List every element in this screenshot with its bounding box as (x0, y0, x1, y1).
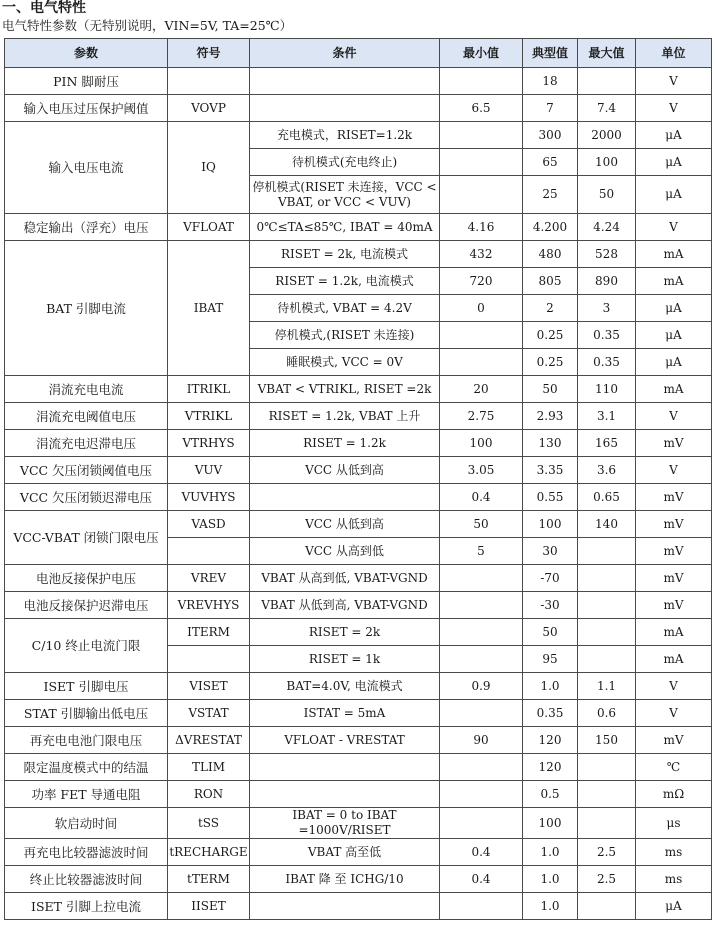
symbol-cell: tRECHARGE (168, 839, 250, 866)
symbol-cell: ITRIKL (168, 376, 250, 403)
min-cell: 4.16 (440, 214, 523, 241)
min-cell: 0.4 (440, 484, 523, 511)
max-cell (578, 68, 636, 95)
min-cell (440, 808, 523, 839)
max-cell (578, 808, 636, 839)
max-cell: 528 (578, 241, 636, 268)
max-cell (578, 592, 636, 619)
table-row (5, 122, 712, 149)
param-cell: 电池反接保护迟滞电压 (5, 592, 168, 619)
param-cell: 限定温度模式中的结温 (5, 754, 168, 781)
condition-cell: ISTAT = 5mA (250, 700, 440, 727)
unit-cell: mA (636, 241, 712, 268)
condition-cell: VCC 从高到低 (250, 538, 440, 565)
symbol-cell: ITERM (168, 619, 250, 646)
symbol-cell: VFLOAT (168, 214, 250, 241)
min-cell (440, 754, 523, 781)
typ-cell: 65 (523, 149, 578, 176)
min-cell (440, 68, 523, 95)
unit-cell: μA (636, 322, 712, 349)
column-header-min: 最小值 (440, 39, 523, 68)
max-cell: 0.65 (578, 484, 636, 511)
symbol-cell: VTRIKL (168, 403, 250, 430)
unit-cell: V (636, 68, 712, 95)
min-cell: 2.75 (440, 403, 523, 430)
unit-cell: μs (636, 808, 712, 839)
table-row (5, 457, 712, 484)
condition-cell: 睡眠模式, VCC = 0V (250, 349, 440, 376)
unit-cell: mV (636, 430, 712, 457)
param-cell: 再充电比较器滤波时间 (5, 839, 168, 866)
symbol-cell (168, 538, 250, 565)
symbol-cell: VUV (168, 457, 250, 484)
condition-cell: 0℃≤TA≤85℃, IBAT = 40mA (250, 214, 440, 241)
typ-cell: 0.25 (523, 322, 578, 349)
symbol-cell: TLIM (168, 754, 250, 781)
param-cell: BAT 引脚电流 (5, 241, 168, 376)
table-row (5, 511, 712, 538)
unit-cell: mA (636, 619, 712, 646)
max-cell: 0.6 (578, 700, 636, 727)
param-cell: 稳定输出（浮充）电压 (5, 214, 168, 241)
max-cell: 0.35 (578, 322, 636, 349)
max-cell: 2.5 (578, 839, 636, 866)
param-cell: 再充电电池门限电压 (5, 727, 168, 754)
symbol-cell (168, 646, 250, 673)
symbol-cell: VREV (168, 565, 250, 592)
max-cell (578, 781, 636, 808)
max-cell: 2000 (578, 122, 636, 149)
table-row (5, 700, 712, 727)
condition-cell: VCC 从低到高 (250, 511, 440, 538)
unit-cell: mA (636, 646, 712, 673)
condition-cell: VCC 从低到高 (250, 457, 440, 484)
min-cell (440, 122, 523, 149)
typ-cell: 50 (523, 619, 578, 646)
typ-cell: 95 (523, 646, 578, 673)
condition-cell: 停机模式(RISET 未连接，VCC < VBAT, or VCC < VUV) (250, 176, 440, 214)
min-cell (440, 700, 523, 727)
unit-cell: V (636, 457, 712, 484)
param-cell: VCC 欠压闭锁阈值电压 (5, 457, 168, 484)
condition-cell: BAT=4.0V, 电流模式 (250, 673, 440, 700)
min-cell (440, 322, 523, 349)
condition-cell: VBAT 从低到高, VBAT-VGND (250, 592, 440, 619)
param-cell: PIN 脚耐压 (5, 68, 168, 95)
unit-cell: μA (636, 893, 712, 920)
table-row (5, 430, 712, 457)
condition-cell: RISET = 1.2k (250, 430, 440, 457)
min-cell: 100 (440, 430, 523, 457)
symbol-cell: VREVHYS (168, 592, 250, 619)
param-cell: ISET 引脚电压 (5, 673, 168, 700)
unit-cell: μA (636, 122, 712, 149)
symbol-cell: VTRHYS (168, 430, 250, 457)
column-header-unit: 单位 (636, 39, 712, 68)
typ-cell: 3.35 (523, 457, 578, 484)
max-cell: 165 (578, 430, 636, 457)
typ-cell: 100 (523, 808, 578, 839)
min-cell: 0 (440, 295, 523, 322)
section-title: 一、电气特性 (2, 0, 86, 16)
condition-cell (250, 781, 440, 808)
max-cell: 140 (578, 511, 636, 538)
param-cell: 功率 FET 导通电阻 (5, 781, 168, 808)
column-header-param: 参数 (5, 39, 168, 68)
unit-cell: μA (636, 176, 712, 214)
symbol-cell: IQ (168, 122, 250, 214)
unit-cell: ms (636, 839, 712, 866)
max-cell: 1.1 (578, 673, 636, 700)
param-cell: 涓流充电迟滞电压 (5, 430, 168, 457)
symbol-cell: tTERM (168, 866, 250, 893)
param-cell: VCC 欠压闭锁迟滞电压 (5, 484, 168, 511)
typ-cell: 480 (523, 241, 578, 268)
max-cell (578, 646, 636, 673)
condition-cell: 停机模式,(RISET 未连接) (250, 322, 440, 349)
condition-cell (250, 68, 440, 95)
symbol-cell: VISET (168, 673, 250, 700)
typ-cell: 50 (523, 376, 578, 403)
symbol-cell: ΔVRESTAT (168, 727, 250, 754)
electrical-characteristics-table (4, 38, 712, 920)
table-row (5, 68, 712, 95)
table-row (5, 403, 712, 430)
typ-cell: 2.93 (523, 403, 578, 430)
symbol-cell: tSS (168, 808, 250, 839)
typ-cell: 1.0 (523, 866, 578, 893)
min-cell (440, 781, 523, 808)
typ-cell: 0.35 (523, 700, 578, 727)
table-caption: 电气特性参数（无特别说明，VIN=5V, TA=25℃） (2, 18, 293, 33)
unit-cell: mV (636, 565, 712, 592)
typ-cell: 1.0 (523, 673, 578, 700)
condition-cell (250, 754, 440, 781)
param-cell: 电池反接保护电压 (5, 565, 168, 592)
table-row (5, 866, 712, 893)
min-cell: 0.9 (440, 673, 523, 700)
min-cell: 3.05 (440, 457, 523, 484)
min-cell: 50 (440, 511, 523, 538)
param-cell: 涓流充电电流 (5, 376, 168, 403)
table-row (5, 754, 712, 781)
max-cell: 0.35 (578, 349, 636, 376)
unit-cell: V (636, 214, 712, 241)
symbol-cell: VUVHYS (168, 484, 250, 511)
typ-cell: 7 (523, 95, 578, 122)
table-row (5, 673, 712, 700)
unit-cell: mV (636, 484, 712, 511)
unit-cell: V (636, 673, 712, 700)
table-row (5, 839, 712, 866)
min-cell: 90 (440, 727, 523, 754)
typ-cell: 30 (523, 538, 578, 565)
condition-cell (250, 484, 440, 511)
typ-cell: 120 (523, 727, 578, 754)
symbol-cell: VOVP (168, 95, 250, 122)
table-row (5, 619, 712, 646)
table-row (5, 484, 712, 511)
unit-cell: μA (636, 349, 712, 376)
typ-cell: 130 (523, 430, 578, 457)
param-cell: 输入电压过压保护阈值 (5, 95, 168, 122)
condition-cell: IBAT 降 至 ICHG/10 (250, 866, 440, 893)
typ-cell: 1.0 (523, 893, 578, 920)
condition-cell (250, 95, 440, 122)
condition-cell: 待机模式, VBAT = 4.2V (250, 295, 440, 322)
typ-cell: 120 (523, 754, 578, 781)
min-cell (440, 565, 523, 592)
min-cell: 432 (440, 241, 523, 268)
max-cell (578, 538, 636, 565)
table-row (5, 241, 712, 268)
symbol-cell (168, 68, 250, 95)
min-cell (440, 176, 523, 214)
unit-cell: mV (636, 592, 712, 619)
unit-cell: mV (636, 727, 712, 754)
condition-cell: VBAT < VTRIKL, RISET =2k (250, 376, 440, 403)
max-cell: 3.1 (578, 403, 636, 430)
unit-cell: mA (636, 376, 712, 403)
min-cell: 720 (440, 268, 523, 295)
typ-cell: 1.0 (523, 839, 578, 866)
condition-cell: RISET = 2k (250, 619, 440, 646)
min-cell (440, 893, 523, 920)
column-header-condition: 条件 (250, 39, 440, 68)
typ-cell: 18 (523, 68, 578, 95)
max-cell (578, 565, 636, 592)
table-header-row (5, 39, 712, 68)
condition-cell: 充电模式，RISET=1.2k (250, 122, 440, 149)
unit-cell: ℃ (636, 754, 712, 781)
max-cell (578, 754, 636, 781)
typ-cell: 300 (523, 122, 578, 149)
min-cell (440, 619, 523, 646)
table-row (5, 808, 712, 839)
table-row (5, 95, 712, 122)
symbol-cell: IBAT (168, 241, 250, 376)
unit-cell: mV (636, 511, 712, 538)
unit-cell: ms (636, 866, 712, 893)
max-cell (578, 619, 636, 646)
min-cell (440, 646, 523, 673)
typ-cell: -30 (523, 592, 578, 619)
max-cell: 100 (578, 149, 636, 176)
symbol-cell: VASD (168, 511, 250, 538)
unit-cell: mV (636, 538, 712, 565)
unit-cell: V (636, 95, 712, 122)
min-cell: 6.5 (440, 95, 523, 122)
typ-cell: 2 (523, 295, 578, 322)
unit-cell: μA (636, 149, 712, 176)
typ-cell: 4.200 (523, 214, 578, 241)
typ-cell: 805 (523, 268, 578, 295)
max-cell: 150 (578, 727, 636, 754)
max-cell: 110 (578, 376, 636, 403)
unit-cell: μA (636, 295, 712, 322)
unit-cell: mA (636, 268, 712, 295)
condition-cell: VFLOAT - VRESTAT (250, 727, 440, 754)
param-cell: 软启动时间 (5, 808, 168, 839)
typ-cell: 0.5 (523, 781, 578, 808)
max-cell (578, 893, 636, 920)
max-cell: 3 (578, 295, 636, 322)
min-cell: 0.4 (440, 866, 523, 893)
condition-cell: RISET = 1k (250, 646, 440, 673)
condition-cell: RISET = 1.2k, VBAT 上升 (250, 403, 440, 430)
condition-cell: VBAT 高至低 (250, 839, 440, 866)
table-row (5, 893, 712, 920)
min-cell: 0.4 (440, 839, 523, 866)
condition-cell: RISET = 2k, 电流模式 (250, 241, 440, 268)
min-cell: 5 (440, 538, 523, 565)
table-row (5, 592, 712, 619)
max-cell: 7.4 (578, 95, 636, 122)
param-cell: VCC-VBAT 闭锁门限电压 (5, 511, 168, 565)
max-cell: 50 (578, 176, 636, 214)
max-cell: 890 (578, 268, 636, 295)
table-row (5, 781, 712, 808)
param-cell: 输入电压电流 (5, 122, 168, 214)
param-cell: C/10 终止电流门限 (5, 619, 168, 673)
max-cell: 2.5 (578, 866, 636, 893)
condition-cell: RISET = 1.2k, 电流模式 (250, 268, 440, 295)
typ-cell: 0.25 (523, 349, 578, 376)
typ-cell: 0.55 (523, 484, 578, 511)
unit-cell: mΩ (636, 781, 712, 808)
table-row (5, 376, 712, 403)
max-cell: 4.24 (578, 214, 636, 241)
symbol-cell: IISET (168, 893, 250, 920)
symbol-cell: VSTAT (168, 700, 250, 727)
typ-cell: -70 (523, 565, 578, 592)
param-cell: ISET 引脚上拉电流 (5, 893, 168, 920)
max-cell: 3.6 (578, 457, 636, 484)
typ-cell: 25 (523, 176, 578, 214)
condition-cell: IBAT = 0 to IBAT =1000V/RISET (250, 808, 440, 839)
unit-cell: V (636, 700, 712, 727)
condition-cell: VBAT 从高到低, VBAT-VGND (250, 565, 440, 592)
param-cell: 涓流充电阈值电压 (5, 403, 168, 430)
table-row (5, 727, 712, 754)
column-header-symbol: 符号 (168, 39, 250, 68)
column-header-max: 最大值 (578, 39, 636, 68)
table-row (5, 565, 712, 592)
typ-cell: 100 (523, 511, 578, 538)
min-cell (440, 149, 523, 176)
min-cell (440, 349, 523, 376)
table-row (5, 214, 712, 241)
param-cell: 终止比较器滤波时间 (5, 866, 168, 893)
min-cell (440, 592, 523, 619)
min-cell: 20 (440, 376, 523, 403)
condition-cell: 待机模式(充电终止) (250, 149, 440, 176)
condition-cell (250, 893, 440, 920)
column-header-typ: 典型值 (523, 39, 578, 68)
symbol-cell: RON (168, 781, 250, 808)
param-cell: STAT 引脚输出低电压 (5, 700, 168, 727)
unit-cell: V (636, 403, 712, 430)
